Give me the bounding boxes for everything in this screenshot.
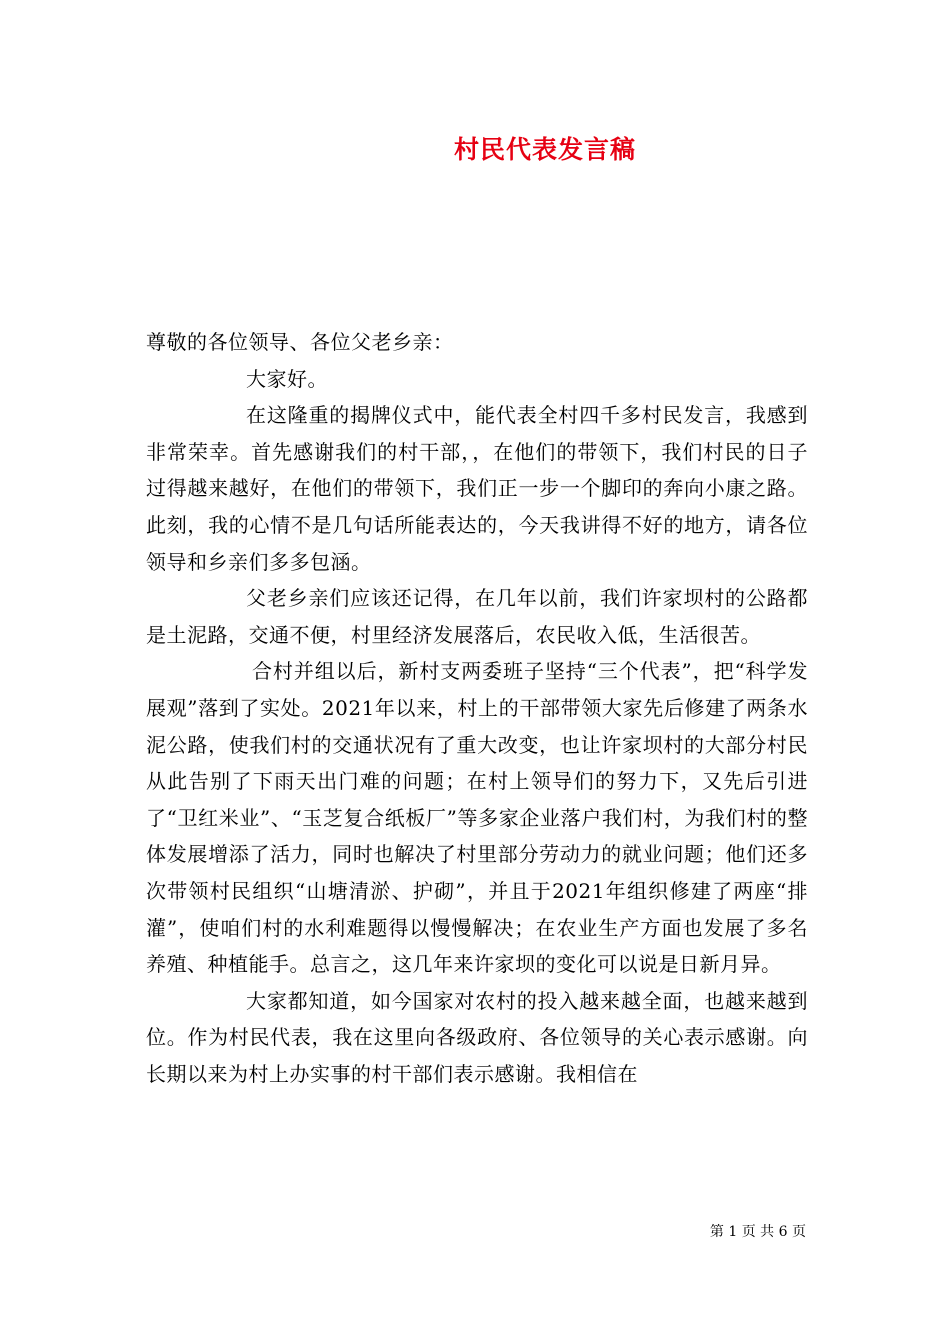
salutation: 尊敬的各位领导、各位父老乡亲： [146, 330, 454, 354]
paragraph-greeting: 大家好。 [246, 366, 328, 391]
document-body [146, 324, 808, 1092]
paragraph-thanks: 大家都知道，如今国家对农村的投入越来越全面，也越来越到位。作为村民代表，我在这里向各级政府、各位领导的关心表示感谢。向长期以来为村上办实事的村干部们表示感谢。我相信在 [146, 988, 808, 1086]
page-number: 第 1 页 共 6 页 [709, 1224, 806, 1240]
paragraph-opening: 在这隆重的揭牌仪式中，能代表全村四千多村民发言，我感到非常荣幸。首先感谢我们的村干部，，在他们的带领下，我们村民的日子过得越来越好，在他们的带领下，我们正一步一个脚印的奔向小康之路。此刻，我的心情不是几句话所能表达的，今天我讲得不好的地方，请各位领导和乡亲们多多包涵。 [146, 403, 808, 574]
paragraph-past: 父老乡亲们应该还记得，在几年以前，我们许家坝村的公路都是土泥路，交通不便，村里经济发展落后，农民收入低，生活很苦。 [146, 586, 808, 647]
paragraph-achievements: 合村并组以后，新村支两委班子坚持“三个代表”，把“科学发展观”落到了实处。2021年以来，村上的干部带领大家先后修建了两条水泥公路，使我们村的交通状况有了重大改变，也让许家坝村的大部分村民从此告别了下雨天出门难的问题；在村上领导们的努力下，又先后引进了“卫红米业”、“玉芝复合纸板厂”等多家企业落户我们村，为我们村的整体发展增添了活力，同时也解决了村里部分劳动力的就业问题；他们还多次带领村民组织“山塘清淤、护砌”，并且于2021年组织修建了两座“排灌”，使咱们村的水利难题得以慢慢解决；在农业生产方面也发展了多名养殖、种植能手。总言之，这几年来许家坝的变化可以说是日新月异。 [146, 659, 808, 977]
document-title: 村民代表发言稿 [453, 135, 636, 164]
